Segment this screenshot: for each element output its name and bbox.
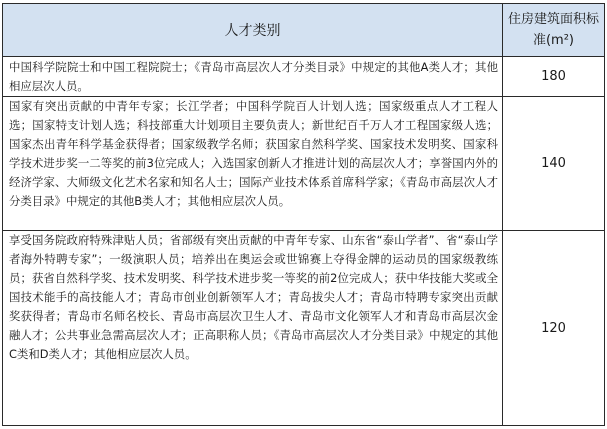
- standard-column-header: 住房建筑面积标准(m²): [503, 4, 605, 57]
- area-standard-cell: 140: [503, 97, 605, 231]
- category-column-header: 人才类别: [3, 4, 503, 57]
- area-standard-cell: 120: [503, 231, 605, 426]
- area-standard-cell: 180: [503, 57, 605, 97]
- table-row: [3, 57, 605, 97]
- table-row: [3, 97, 605, 231]
- talent-category-cell: 享受国务院政府特殊津贴人员；省部级有突出贡献的中青年专家、山东省“泰山学者”、省“泰山学者海外特聘专家”；一级演职人员；培养出在奥运会或世锦赛上夺得金牌的运动员的国家级教练员；获省自然科学奖、技术发明奖、科学技术进步奖一等奖的前2位完成人；获中华技能大奖或全国技术能手的高技能人才；青岛市创业创新领军人才；青岛拔尖人才；青岛市特聘专家突出贡献奖获得者；青岛市名师名校长、青岛市高层次卫生人才、青岛市文化领军人才和青岛市高层次金融人才；公共事业急需高层次人才；正高职称人员；《青岛市高层次人才分类目录》中规定的其他C类和D类人才；其他相应层次人员。: [3, 231, 503, 426]
- table-header-row: [3, 4, 605, 57]
- housing-standard-table: [2, 3, 605, 426]
- talent-category-cell: 中国科学院院士和中国工程院院士；《青岛市高层次人才分类目录》中规定的其他A类人才；其他相应层次人员。: [3, 57, 503, 97]
- table-row: [3, 231, 605, 426]
- talent-category-cell: 国家有突出贡献的中青年专家；长江学者；中国科学院百人计划人选；国家级重点人才工程人选；国家特支计划人选；科技部重大计划项目主要负责人；新世纪百千万人才工程国家级人选；国家杰出青年科学基金获得者；国家级教学名师；获国家自然科学奖、国家技术发明奖、国家科学技术进步奖一二等奖的前3位完成人；入选国家创新人才推进计划的高层次人才；享誉国内外的经济学家、大师级文化艺术名家和知名人士；国际产业技术体系首席科学家；《青岛市高层次人才分类目录》中规定的其他B类人才；其他相应层次人员。: [3, 97, 503, 231]
